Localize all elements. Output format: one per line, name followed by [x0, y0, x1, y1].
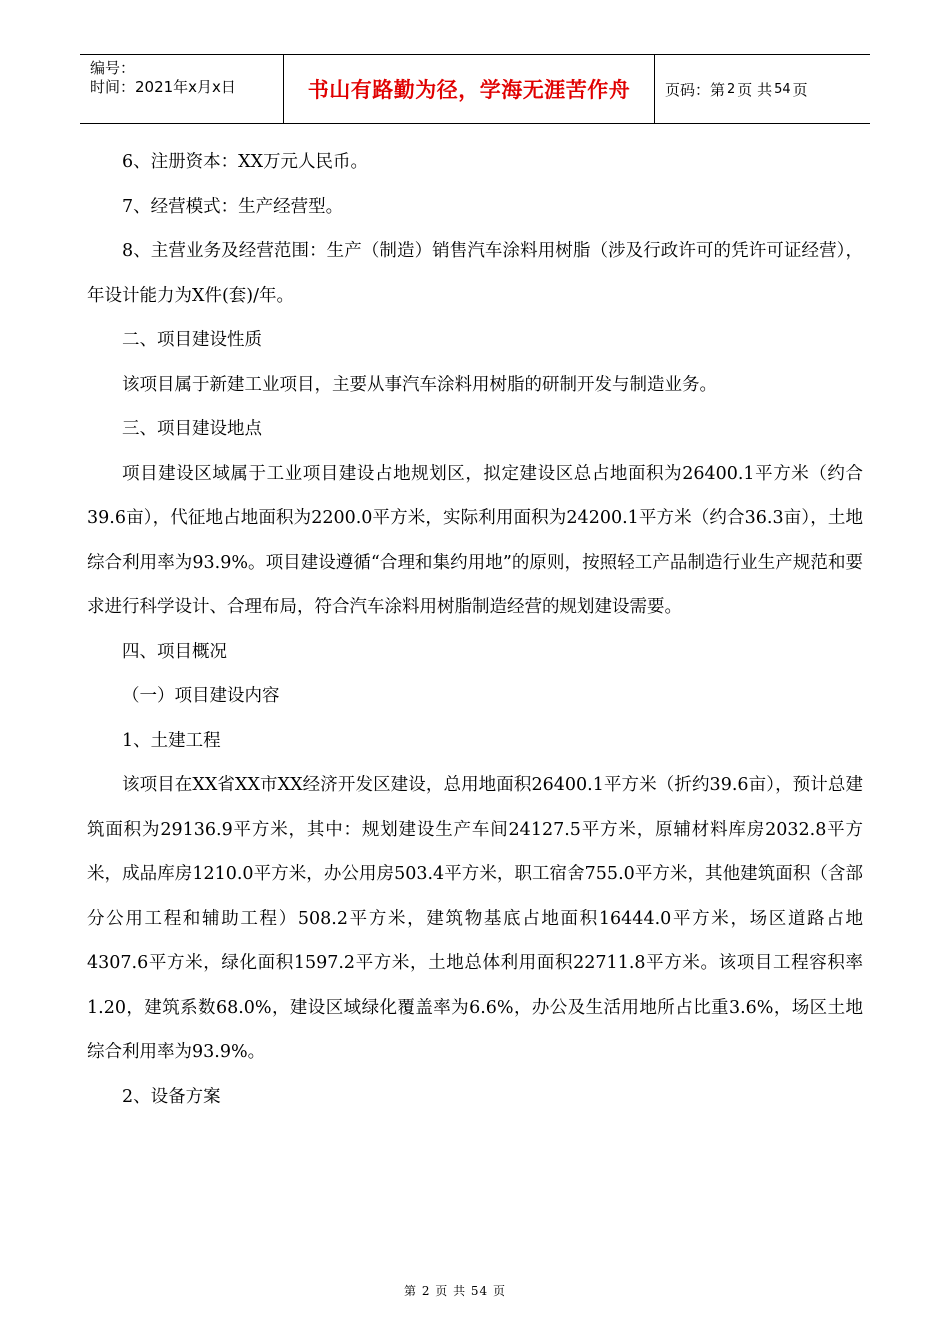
page-total: 54: [774, 81, 791, 97]
header-meta: [80, 55, 284, 123]
heading-civil-engineering: 1、土建工程: [122, 730, 221, 751]
paragraph-registered-capital: 6、注册资本：XX万元人民币。: [122, 152, 369, 172]
page-mid: 页 共: [737, 80, 773, 99]
page-prefix: 页码：第: [665, 80, 726, 99]
heading-project-location: 三、项目建设地点: [122, 419, 262, 439]
heading-equipment-plan: 2、设备方案: [122, 1086, 221, 1107]
page-footer: 第 2 页 共 54 页: [404, 1284, 506, 1298]
heading-project-nature: 二、项目建设性质: [122, 330, 262, 350]
header-motto: 书山有路勤为径，学海无涯苦作舟: [307, 78, 631, 102]
paragraph-civil-engineering: 该项目在XX省XX市XX经济开发区建设，总用地面积26400.1平方米（折约39.6亩），预计总建筑面积为29136.9平方米，其中：规划建设生产车间24127.5平方米，原辅材料库房2032.8平方米，成品库房1210.0平方米，办公用房503.4平方米，职工宿舍755.0平方米，其他建筑面积（含部分公用工程和辅助工程）508.2平方米，建筑物基底占地面积16444.0平方米，场区道路占地4307.6平方米，绿化面积1597.2平方米，土地总体利用面积22711.8平方米。该项目工程容积率1.20，建筑系数68.0%，建设区域绿化覆盖率为6.6%，办公及生活用地所占比重3.6%，场区土地综合利用率为93.9%。: [87, 775, 863, 1062]
header-page-info: [655, 55, 870, 123]
paragraph-business-scope: 8、主营业务及经营范围：生产（制造）销售汽车涂料用树脂（涉及行政许可的凭许可证经营），年设计能力为X件(套)/年。: [87, 241, 863, 306]
heading-project-overview: 四、项目概况: [122, 641, 227, 662]
page-suffix: 页: [792, 80, 808, 99]
header-motto-cell: [284, 55, 655, 123]
paragraph-project-location: 项目建设区域属于工业项目建设占地规划区，拟定建设区总占地面积为26400.1平方米（约合39.6亩），代征地占地面积为2200.0平方米，实际利用面积为24200.1平方米（约合36.3亩），土地综合利用率为93.9%。项目建设遵循“合理和集约用地”的原则，按照轻工产品制造行业生产规范和要求进行科学设计、合理布局，符合汽车涂料用树脂制造经营的规划建设需要。: [87, 463, 863, 617]
document-number-label: 编号：: [90, 59, 136, 77]
document-body: [87, 140, 863, 1119]
document-time-label: 时间：2021年x月x日: [90, 78, 236, 96]
subheading-construction-content: （一）项目建设内容: [122, 686, 280, 706]
paragraph-business-mode: 7、经营模式：生产经营型。: [122, 196, 344, 217]
paragraph-project-nature: 该项目属于新建工业项目，主要从事汽车涂料用树脂的研制开发与制造业务。: [122, 374, 717, 395]
page-current: 2: [727, 81, 736, 97]
page-header: [80, 54, 870, 124]
